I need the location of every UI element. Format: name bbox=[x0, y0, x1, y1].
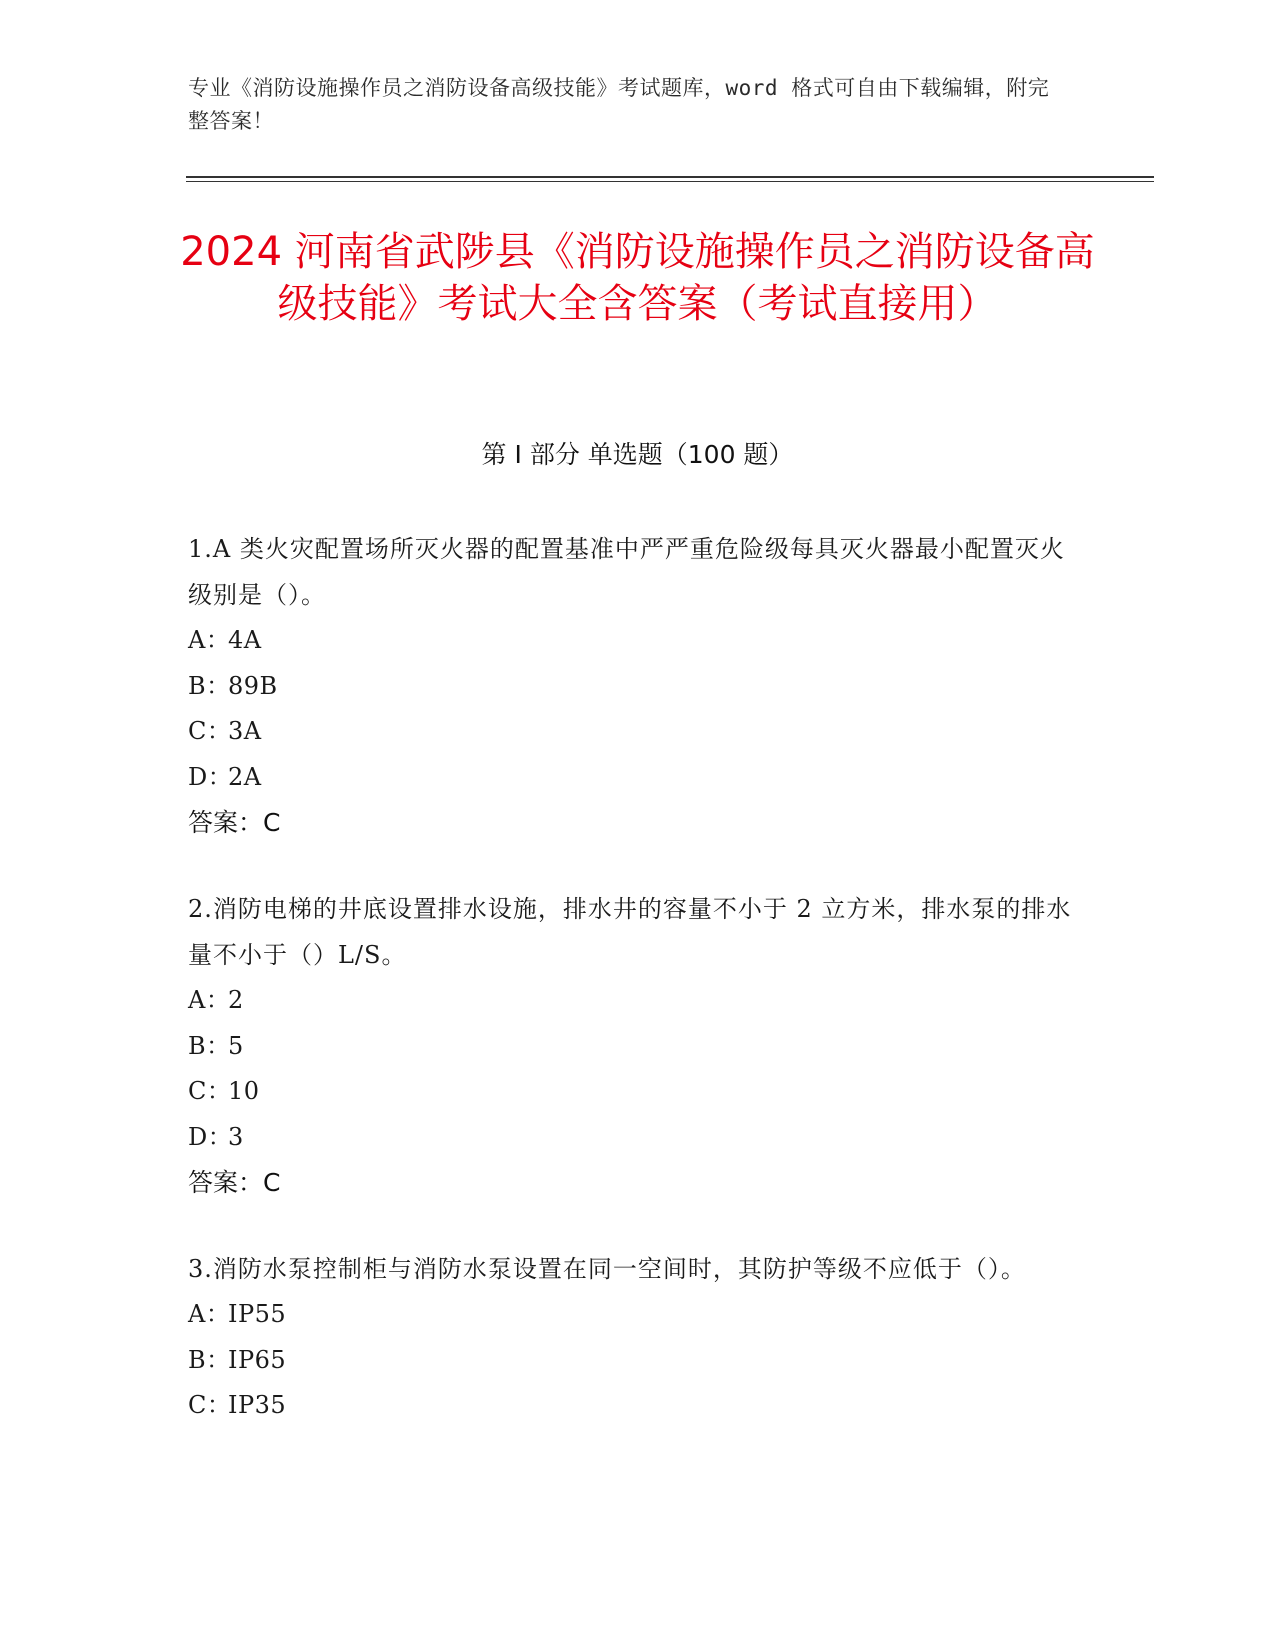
option-text: 3A bbox=[228, 717, 262, 745]
option-text: IP55 bbox=[228, 1300, 287, 1328]
answer-line: 答案：C bbox=[188, 808, 281, 837]
question-item bbox=[188, 1246, 1088, 1429]
answer-option bbox=[188, 1383, 1088, 1429]
answer-option bbox=[188, 664, 1088, 710]
option-text: IP65 bbox=[228, 1345, 287, 1374]
option-key: A： bbox=[188, 626, 231, 654]
option-key: B： bbox=[188, 671, 231, 700]
question-stem: 3.消防水泵控制柜与消防水泵设置在同一空间时，其防护等级不应低于（）。 bbox=[188, 1255, 1026, 1283]
option-key: A： bbox=[188, 986, 231, 1014]
option-key: A： bbox=[188, 1300, 231, 1328]
option-text: 4A bbox=[228, 626, 262, 654]
answer-option bbox=[188, 1292, 1088, 1338]
option-key: D： bbox=[188, 762, 233, 791]
question-item bbox=[188, 886, 1088, 1206]
answer-option bbox=[188, 978, 1088, 1024]
option-text: 2A bbox=[228, 762, 262, 791]
answer-option bbox=[188, 709, 1088, 755]
answer-option bbox=[188, 1069, 1088, 1115]
header-divider-thin bbox=[186, 181, 1154, 182]
option-text: 89B bbox=[228, 671, 278, 700]
option-key: C： bbox=[188, 1077, 232, 1105]
answer-option bbox=[188, 1115, 1088, 1161]
option-key: C： bbox=[188, 1391, 232, 1419]
answer-option bbox=[188, 755, 1088, 801]
option-key: C： bbox=[188, 717, 232, 745]
option-text: 3 bbox=[228, 1122, 244, 1151]
option-key: B： bbox=[188, 1031, 231, 1060]
option-text: 2 bbox=[228, 986, 244, 1014]
header-note: 专业《消防设施操作员之消防设备高级技能》考试题库，word 格式可自由下载编辑，附完整答案！ bbox=[188, 76, 1050, 133]
question-stem: 1.A 类火灾配置场所灭火器的配置基准中严严重危险级每具灭火器最小配置灭火级别是（）。 bbox=[188, 535, 1065, 609]
option-key: B： bbox=[188, 1345, 231, 1374]
question-list bbox=[188, 526, 1088, 1469]
document-title: 2024 河南省武陟县《消防设施操作员之消防设备高级技能》考试大全含答案（考试直接用） bbox=[180, 229, 1095, 327]
answer-line: 答案：C bbox=[188, 1168, 281, 1197]
question-stem: 2.消防电梯的井底设置排水设施，排水井的容量不小于 2 立方米，排水泵的排水量不小于（）L/S。 bbox=[188, 895, 1072, 969]
option-text: IP35 bbox=[228, 1391, 287, 1419]
header-divider-thick bbox=[186, 176, 1154, 178]
option-key: D： bbox=[188, 1122, 233, 1151]
option-text: 10 bbox=[228, 1077, 260, 1105]
answer-option bbox=[188, 1024, 1088, 1070]
question-item bbox=[188, 526, 1088, 846]
answer-option bbox=[188, 618, 1088, 664]
answer-option bbox=[188, 1338, 1088, 1384]
section-heading: 第 I 部分 单选题（100 题） bbox=[481, 440, 794, 469]
option-text: 5 bbox=[228, 1031, 244, 1060]
